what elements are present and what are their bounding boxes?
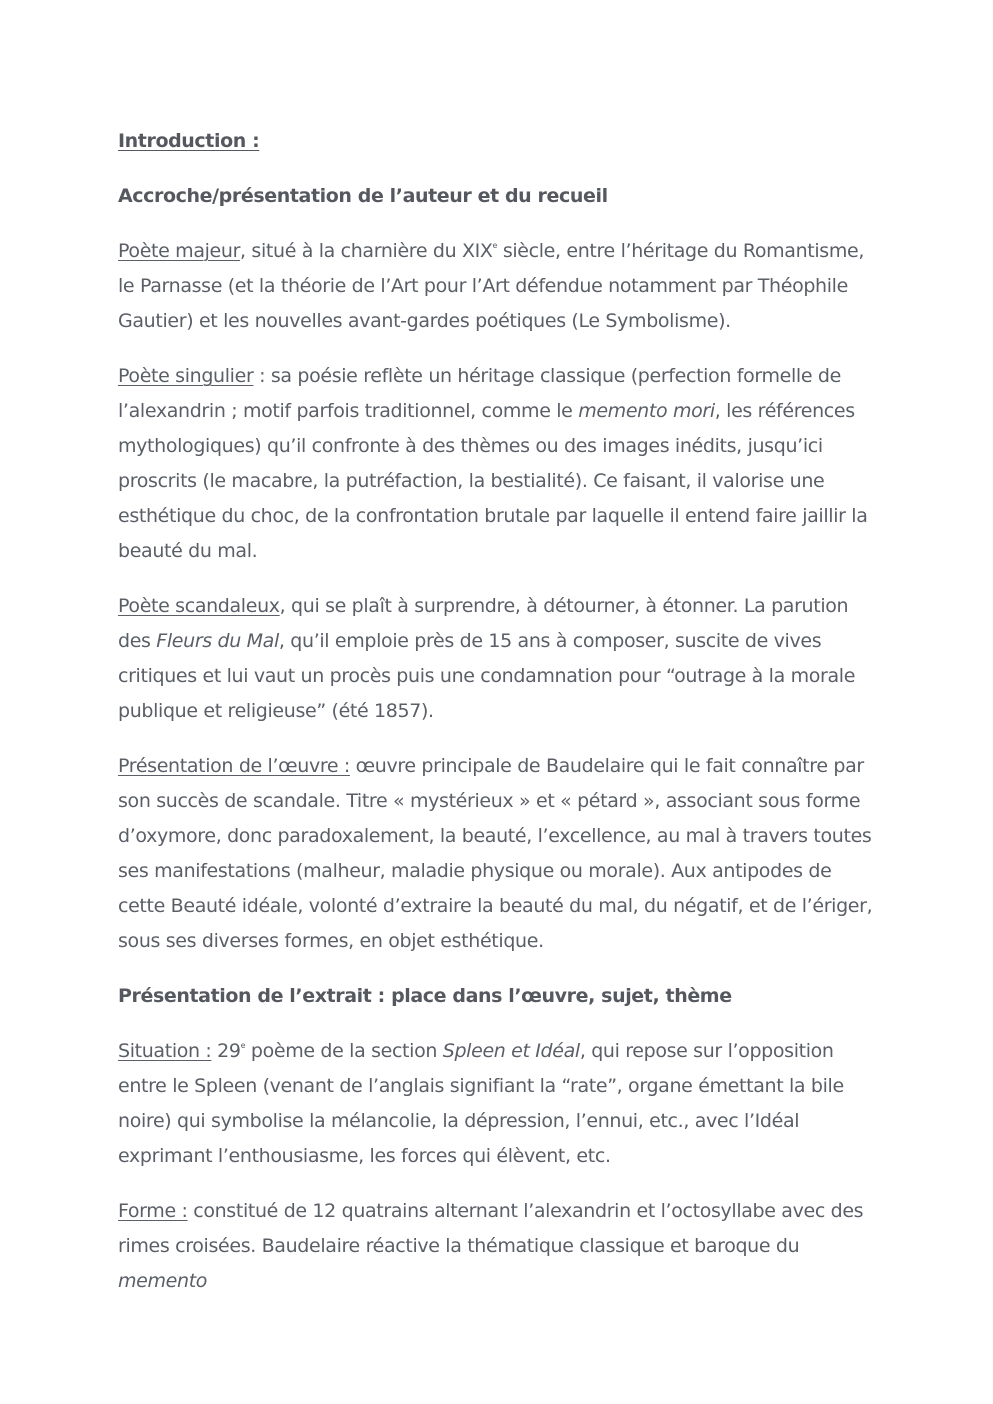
superscript: e (492, 241, 498, 250)
label-presentation-oeuvre: Présentation de l’œuvre : (118, 755, 350, 777)
label-forme: Forme : (118, 1200, 188, 1222)
text-segment: siècle, entre l’héritage du Romantisme, le Parnasse (et la théorie de l’Art pour l’Art défendue notamment par Théophile Gautier) et les nouvelles avant-gardes poétiques (Le Symbolisme). (118, 240, 865, 332)
superscript: e (240, 1041, 246, 1050)
text-segment: œuvre principale de Baudelaire qui le fait connaître par son succès de scandale. Titre « mystérieux » et « pétard », associant sous forme d’oxymore, donc paradoxalement, la beauté, l’excellence, au mal à travers toutes ses manifestations (malheur, maladie physique ou morale). Aux antipodes de cette Beauté idéale, volonté d’extraire la beauté du mal, du négatif, et de l’ériger, sous ses diverses formes, en objet esthétique. (118, 755, 873, 952)
paragraph-poete-singulier (118, 359, 880, 569)
paragraph-poete-scandaleux (118, 589, 880, 729)
text-segment: , qui repose sur l’opposition entre le Spleen (venant de l’anglais signifiant la “rate”, organe émettant la bile noire) qui symbolise la mélancolie, la dépression, l’ennui, etc., avec l’Idéal exprimant l’enthousiasme, les forces qui élèvent, etc. (118, 1040, 844, 1167)
text-segment: , situé à la charnière du XIX (240, 240, 493, 262)
italic-title: Spleen et Idéal (442, 1040, 580, 1062)
paragraph-forme (118, 1194, 880, 1299)
italic-title: Fleurs du Mal (156, 630, 279, 652)
section-heading-author: Accroche/présentation de l’auteur et du recueil (118, 185, 608, 207)
italic-term: memento mori (578, 400, 715, 422)
text-segment: , qui se plaît à surprendre, à détourner, à étonner. La parution des (118, 595, 849, 652)
text-segment: , les références mythologiques) qu’il confronte à des thèmes ou des images inédits, jusqu’ici proscrits (le macabre, la putréfaction, la bestialité). Ce faisant, il valorise une esthétique du choc, de la confrontation brutale par laquelle il entend faire jaillir la beauté du mal. (118, 400, 868, 562)
text-segment: : sa poésie reflète un héritage classique (perfection formelle de l’alexandrin ; motif parfois traditionnel, comme le (118, 365, 841, 422)
section-heading-extract: Présentation de l’extrait : place dans l’œuvre, sujet, thème (118, 985, 732, 1007)
label-poete-scandaleux: Poète scandaleux (118, 595, 280, 617)
text-segment: poème de la section (245, 1040, 443, 1062)
intro-heading-text: Introduction : (118, 130, 260, 152)
document-page (118, 124, 880, 1319)
intro-heading (118, 124, 880, 159)
label-poete-singulier: Poète singulier (118, 365, 254, 387)
label-poete-majeur: Poète majeur (118, 240, 241, 262)
text-segment: , qu’il emploie près de 15 ans à composer, suscite de vives critiques et lui vaut un procès puis une condamnation pour “outrage à la morale publique et religieuse” (été 1857). (118, 630, 856, 722)
paragraph-presentation-oeuvre (118, 749, 880, 959)
text-segment: 29 (211, 1040, 241, 1062)
text-segment: constitué de 12 quatrains alternant l’alexandrin et l’octosyllabe avec des rimes croisées. Baudelaire réactive la thématique classique et baroque du (118, 1200, 864, 1257)
paragraph-poete-majeur (118, 234, 880, 339)
italic-term: memento (118, 1270, 208, 1292)
label-situation: Situation : (118, 1040, 212, 1062)
paragraph-situation (118, 1034, 880, 1174)
